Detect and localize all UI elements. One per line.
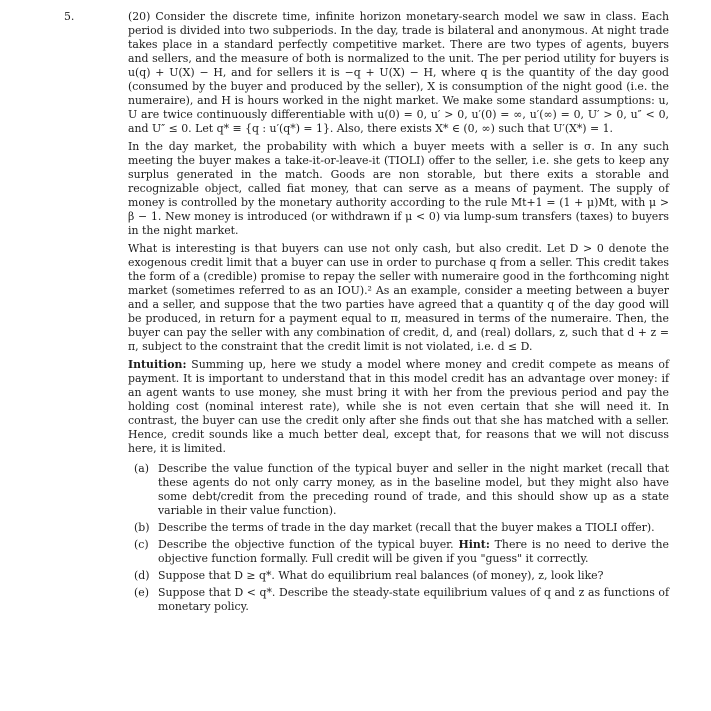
paragraph-model-setup: (20) Consider the discrete time, infinite horizon monetary-search model we saw in class. Each period is divided into two subperiods. In the day, trade is bilateral and anonymous. At night trade takes place in a standard perfectly competitive market. There are two types of agents, buyers and sellers, and the measure of both is normalized to the unit. The per period utility for buyers is u(q) + U(X) − H, and for sellers it is −q + U(X) − H, where q is the quantity of the day good (consumed by the buyer and produced by the seller), X is consumption of the night good (i.e. the numeraire), and H is hours worked in the night market. We make some standard assumptions: u, U are twice continuously differentiable with u(0) = 0, u′ > 0, u′(0) = ∞, u′(∞) = 0, U′ > 0, u″ < 0, and U″ ≤ 0. Let q* ≡ {q : u′(q*) = 1}. Also, there exists X* ∈ (0, ∞) such that U′(X*) = 1. — [128, 10, 669, 135]
part-c — [134, 538, 669, 566]
part-b — [134, 521, 669, 535]
hint-label: Hint: — [458, 538, 490, 551]
part-label: (d) — [134, 569, 150, 582]
part-text: Suppose that D < q*. Describe the steady-state equilibrium values of q and z as functions of monetary policy. — [158, 586, 669, 613]
part-text: Describe the value function of the typical buyer and seller in the night market (recall that these agents do not only carry money, as in the baseline model, but they might also have some debt/credit from the preceding round of trade, and this should show up as a state variable in their value function). — [158, 462, 669, 517]
part-label: (a) — [134, 462, 149, 475]
part-e — [134, 586, 669, 614]
part-d — [134, 569, 669, 583]
question-parts-list — [134, 462, 669, 614]
intuition-text: Summing up, here we study a model where money and credit compete as means of payment. It is important to understand that in this model credit has an advantage over money: if an agent wants to use money, she must bring it with her from the previous period and pay the holding cost (nominal interest rate), while she is not even certain that she will need it. In contrast, the buyer can use the credit only after she finds out that she has matched with a seller. Hence, credit sounds like a much better deal, except that, for reasons that we will not discuss here, it is limited. — [128, 358, 669, 455]
question-number: 5. — [64, 10, 75, 23]
part-text: Describe the terms of trade in the day market (recall that the buyer makes a TIOLI offer). — [158, 521, 655, 534]
part-label: (c) — [134, 538, 149, 551]
part-label: (b) — [134, 521, 150, 534]
part-text: Describe the objective function of the typical buyer. — [158, 538, 459, 551]
part-text: There is no need to derive the objective function formally. Full credit will be given if you "guess" it correctly. — [158, 538, 669, 565]
part-a — [134, 462, 669, 518]
part-text: Suppose that D ≥ q*. What do equilibrium real balances (of money), z, look like? — [158, 569, 604, 582]
paragraph-credit: What is interesting is that buyers can use not only cash, but also credit. Let D > 0 denote the exogenous credit limit that a buyer can use in order to purchase q from a seller. This credit takes the form of a (credible) promise to repay the seller with numeraire good in the forthcoming night market (sometimes referred to as an IOU).² As an example, consider a meeting between a buyer and a seller, and suppose that the two parties have agreed that a quantity q of the day good will be produced, in return for a payment equal to π, measured in terms of the numeraire. Then, the buyer can pay the seller with any combination of credit, d, and (real) dollars, z, such that d + z = π, subject to the constraint that the credit limit is not violated, i.e. d ≤ D. — [128, 242, 669, 353]
paragraph-day-market: In the day market, the probability with which a buyer meets with a seller is σ. In any such meeting the buyer makes a take-it-or-leave-it (TIOLI) offer to the seller, i.e. she gets to keep any surplus generated in the match. Goods are non storable, but there exits a storable and recognizable object, called fiat money, that can serve as a means of payment. The supply of money is controlled by the monetary authority according to the rule Mt+1 = (1 + μ)Mt, with μ > β − 1. New money is introduced (or withdrawn if μ < 0) via lump-sum transfers (taxes) to buyers in the night market. — [128, 140, 669, 237]
part-label: (e) — [134, 586, 149, 599]
paragraph-intuition — [128, 358, 669, 456]
intuition-label: Intuition: — [128, 358, 187, 371]
